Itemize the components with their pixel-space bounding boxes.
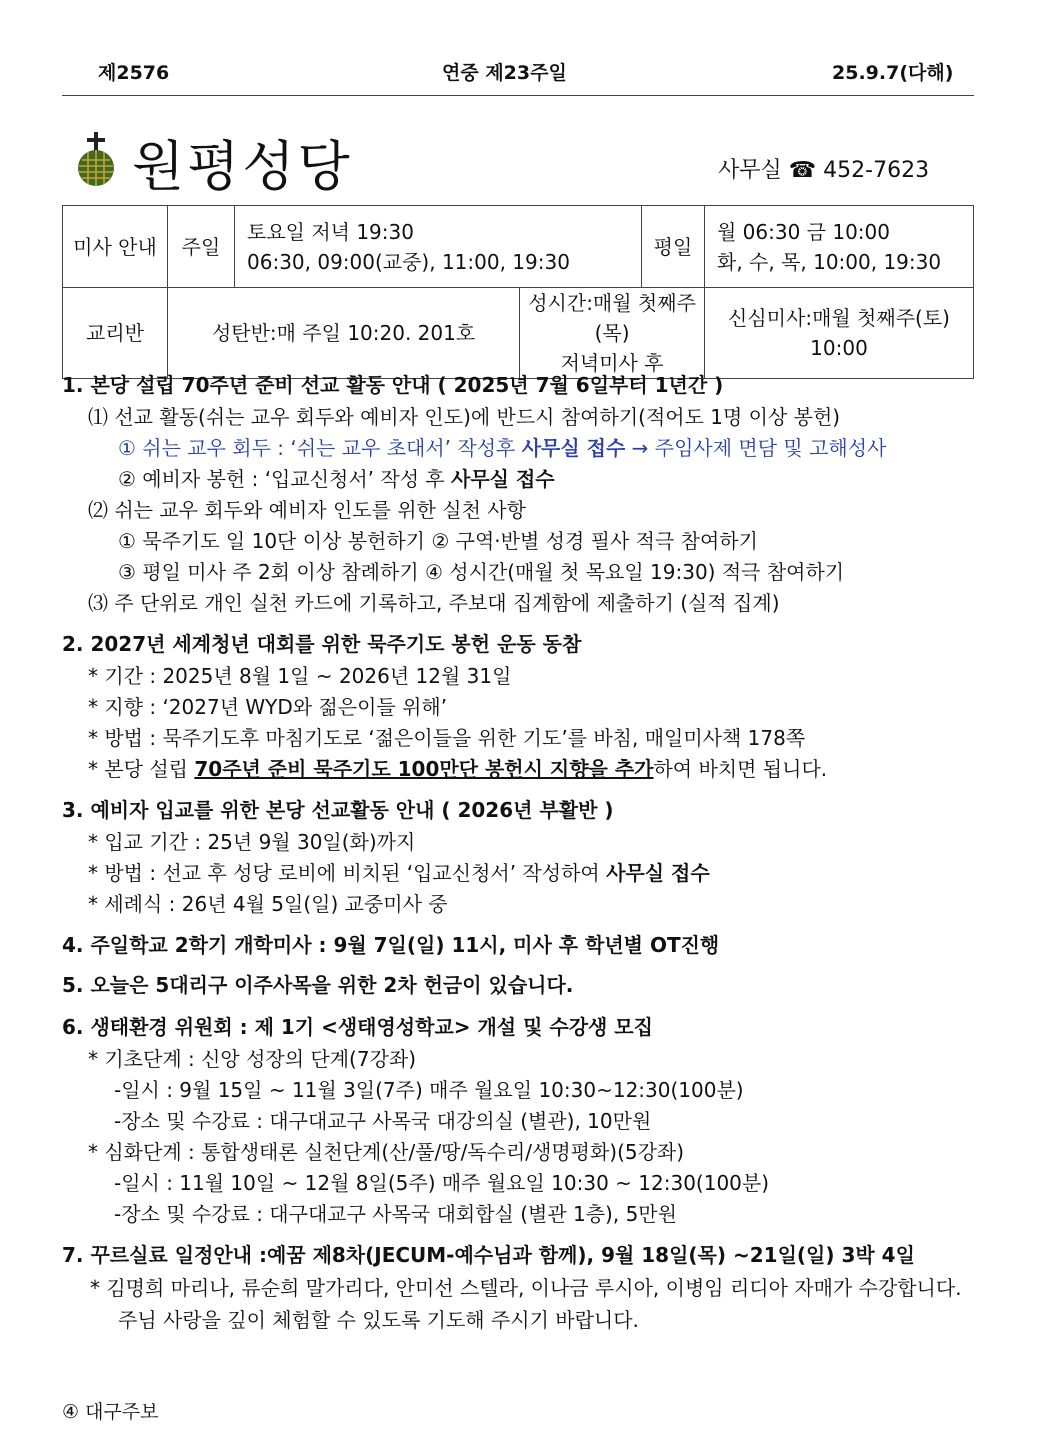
issue-date: 25.9.7(다해) xyxy=(832,62,954,84)
office-contact xyxy=(718,153,929,184)
mass-schedule-table xyxy=(62,205,974,379)
notice-4-title: 4. 주일학교 2학기 개학미사 : 9월 7일(일) 11시, 미사 후 학년별 OT진행 xyxy=(62,933,720,957)
notice-2-item-3: * 방법 : 묵주기도후 마침기도로 ‘젊은이들을 위한 기도’를 바침, 매일미사책 178쪽 xyxy=(88,726,806,750)
notice-6-item-2b: -장소 및 수강료 : 대구대교구 사목국 대회합실 (별관 1층), 5만원 xyxy=(114,1202,677,1226)
notice-1-title: 1. 본당 설립 70주년 준비 선교 활동 안내 ( 2025년 7월 6일부터 1년간 ) xyxy=(62,373,724,397)
notice-1-item-3: ⑶ 주 단위로 개인 실천 카드에 기록하고, 주보대 집계함에 제출하기 (실적 집계) xyxy=(88,591,780,615)
notice-2-title: 2. 2027년 세계청년 대회를 위한 묵주기도 봉헌 운동 동참 xyxy=(62,632,582,656)
weekday-label: 평일 xyxy=(642,206,705,288)
liturgical-week: 연중 제23주일 xyxy=(442,62,567,84)
weekday-times xyxy=(705,206,974,288)
phone-icon: ☎ xyxy=(788,158,817,183)
notice-1-item-1a: ① 쉬는 교우 회두 : ‘쉬는 교우 초대서’ 작성후 사무실 접수 → 주임사제 면담 및 고해성사 xyxy=(118,436,887,460)
catechism-label: 교리반 xyxy=(63,288,168,379)
notice-7-item-1: * 김명희 마리나, 류순희 말가리다, 안미선 스텔라, 이나금 루시아, 이병임 리디아 자매가 수강합니다. 주님 사랑을 깊이 체험할 수 있도록 기도해 주시기 바랍니다. xyxy=(90,1276,962,1332)
weekday-times-line2: 화, 수, 목, 10:00, 19:30 xyxy=(717,249,942,274)
notice-3-title: 3. 예비자 입교를 위한 본당 선교활동 안내 ( 2026년 부활반 ) xyxy=(62,798,614,822)
notice-3-item-3: * 세례식 : 26년 4월 5일(일) 교중미사 중 xyxy=(88,892,448,916)
notice-2-item-4: * 본당 설립 70주년 준비 묵주기도 100만단 봉헌시 지향을 추가하여 바치면 됩니다. xyxy=(88,757,828,781)
notice-5-title: 5. 오늘은 5대리구 이주사목을 위한 2차 헌금이 있습니다. xyxy=(62,973,574,997)
notice-6-item-2a: -일시 : 11월 10일 ~ 12월 8일(5주) 매주 월요일 10:30 ~ 12:30(100분) xyxy=(114,1171,770,1195)
office-label: 사무실 xyxy=(718,158,782,183)
notice-6-item-1: * 기초단계 : 신앙 성장의 단계(7강좌) xyxy=(88,1047,417,1071)
notice-2-item-2: * 지향 : ‘2027년 WYD와 젊은이들 위해’ xyxy=(88,695,448,719)
adoration-line2: 저녁미사 후 xyxy=(560,351,664,375)
footer-source: ④ 대구주보 xyxy=(62,1401,159,1423)
notice-6-item-1a: -일시 : 9월 15일 ~ 11월 3일(7주) 매주 월요일 10:30~12:30(100분) xyxy=(114,1078,744,1102)
adoration-schedule xyxy=(520,288,705,379)
catechism-schedule: 성탄반:매 주일 10:20. 201호 xyxy=(168,288,520,379)
church-logo-icon xyxy=(70,130,122,188)
church-name-title: 원평성당 xyxy=(132,135,353,198)
sunday-label: 주일 xyxy=(168,206,235,288)
header-divider xyxy=(62,95,974,96)
mass-label: 미사 안내 xyxy=(63,206,168,288)
sunday-times-line2: 06:30, 09:00(교중), 11:00, 19:30 xyxy=(247,249,570,274)
notice-1-item-2a: ① 묵주기도 일 10단 이상 봉헌하기 ② 구역·반별 성경 필사 적극 참여하기 xyxy=(118,529,758,553)
sunday-times xyxy=(235,206,642,288)
notice-6-title: 6. 생태환경 위원회 : 제 1기 <생태영성학교> 개설 및 수강생 모집 xyxy=(62,1015,653,1039)
notice-1-item-2: ⑵ 쉬는 교우 회두와 예비자 인도를 위한 실천 사항 xyxy=(88,498,526,522)
notice-3-item-2: * 방법 : 선교 후 성당 로비에 비치된 ‘입교신청서’ 작성하여 사무실 접수 xyxy=(88,861,710,885)
notice-3-item-1: * 입교 기간 : 25년 9월 30일(화)까지 xyxy=(88,830,416,854)
notice-list xyxy=(62,368,974,1336)
notice-6-item-1b: -장소 및 수강료 : 대구대교구 사목국 대강의실 (별관), 10만원 xyxy=(114,1109,652,1133)
devotion-line1: 신심미사:매월 첫째주(토) xyxy=(728,306,950,330)
notice-7-title: 7. 꾸르실료 일정안내 :예꿈 제8차(JECUM-예수님과 함께), 9월 18일(목) ~21일(일) 3박 4일 xyxy=(62,1243,915,1267)
notice-1-item-1b: ② 예비자 봉헌 : ‘입교신청서’ 작성 후 사무실 접수 xyxy=(118,467,555,491)
notice-1-item-1: ⑴ 선교 활동(쉬는 교우 회두와 예비자 인도)에 반드시 참여하기(적어도 1명 이상 봉헌) xyxy=(88,405,841,429)
office-phone: 452-7623 xyxy=(823,158,930,183)
devotion-line2: 10:00 xyxy=(810,336,868,360)
devotion-mass-schedule xyxy=(705,288,974,379)
weekday-times-line1: 월 06:30 금 10:00 xyxy=(717,219,890,244)
notice-6-item-2: * 심화단계 : 통합생태론 실천단계(산/풀/땅/독수리/생명평화)(5강좌) xyxy=(88,1140,685,1164)
sunday-times-line1: 토요일 저녁 19:30 xyxy=(247,219,414,244)
notice-2-item-1: * 기간 : 2025년 8월 1일 ~ 2026년 12월 31일 xyxy=(88,664,512,688)
adoration-line1: 성시간:매월 첫째주(목) xyxy=(528,291,696,345)
issue-number: 제2576 xyxy=(98,62,170,84)
notice-1-item-2b: ③ 평일 미사 주 2회 이상 참례하기 ④ 성시간(매월 첫 목요일 19:30) 적극 참여하기 xyxy=(118,560,845,584)
